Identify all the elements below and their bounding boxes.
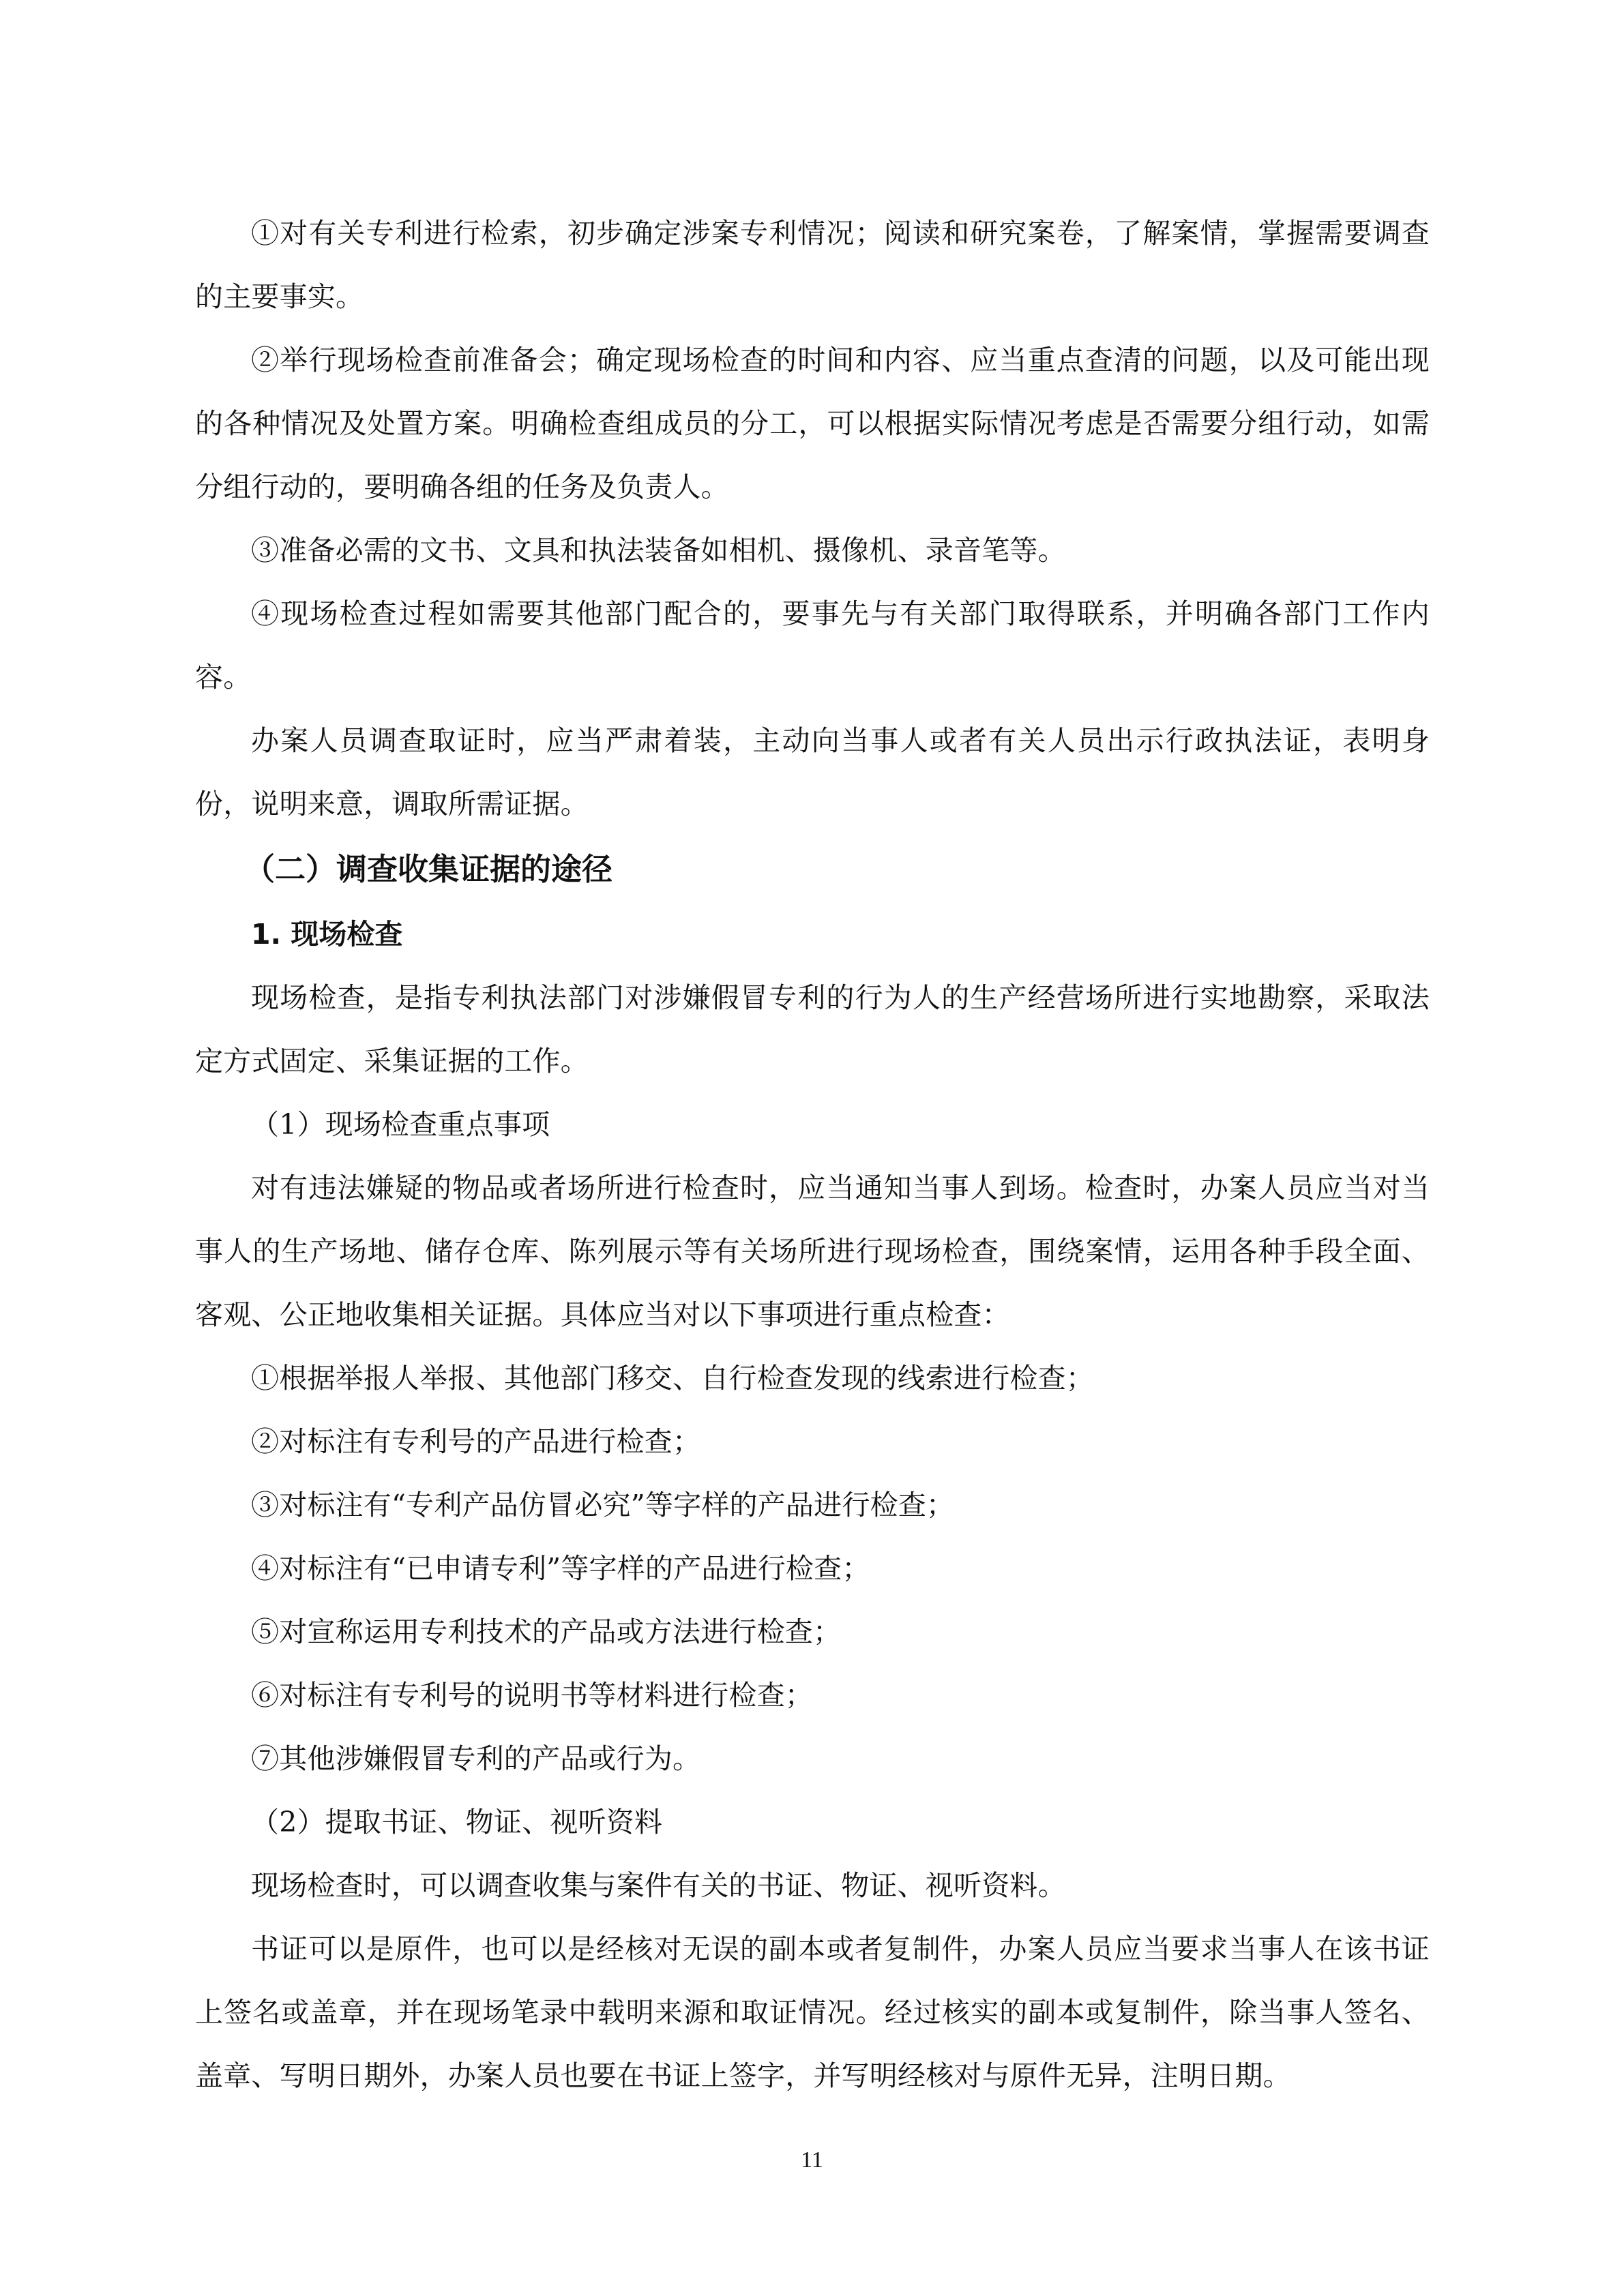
paragraph: ①对有关专利进行检索，初步确定涉案专利情况；阅读和研究案卷，了解案情，掌握需要调查的主要事实。: [195, 217, 1430, 313]
paragraph: （2）提取书证、物证、视听资料: [251, 1806, 663, 1838]
paragraph: ⑦其他涉嫌假冒专利的产品或行为。: [251, 1742, 701, 1775]
paragraph: ⑤对宣称运用专利技术的产品或方法进行检查；: [251, 1615, 842, 1648]
paragraph: ①根据举报人举报、其他部门移交、自行检查发现的线索进行检查；: [251, 1362, 1094, 1395]
paragraph: 办案人员调查取证时，应当严肃着装，主动向当事人或者有关人员出示行政执法证，表明身份，说明来意，调取所需证据。: [195, 724, 1430, 820]
paragraph: 书证可以是原件，也可以是经核对无误的副本或者复制件，办案人员应当要求当事人在该书证上签名或盖章，并在现场笔录中载明来源和取证情况。经过核实的副本或复制件，除当事人签名、盖章、写明日期外，办案人员也要在书证上签字，并写明经核对与原件无异，注明日期。: [195, 1933, 1430, 2092]
section-heading: （二）调查收集证据的途径: [244, 851, 613, 887]
paragraph: 现场检查，是指专利执法部门对涉嫌假冒专利的行为人的生产经营场所进行实地勘察，采取法定方式固定、采集证据的工作。: [195, 981, 1430, 1077]
paragraph: 现场检查时，可以调查收集与案件有关的书证、物证、视听资料。: [251, 1869, 1066, 1902]
paragraph: ③对标注有“专利产品仿冒必究”等字样的产品进行检查；: [251, 1489, 955, 1521]
paragraph: ④对标注有“已申请专利”等字样的产品进行检查；: [251, 1552, 870, 1585]
paragraph: ②举行现场检查前准备会；确定现场检查的时间和内容、应当重点查清的问题，以及可能出现的各种情况及处置方案。明确检查组成员的分工，可以根据实际情况考虑是否需要分组行动，如需分组行动的，要明确各组的任务及负责人。: [195, 344, 1430, 503]
paragraph: ④现场检查过程如需要其他部门配合的，要事先与有关部门取得联系，并明确各部门工作内容。: [195, 597, 1430, 694]
paragraph: ⑥对标注有专利号的说明书等材料进行检查；: [251, 1679, 813, 1712]
paragraph: 对有违法嫌疑的物品或者场所进行检查时，应当通知当事人到场。检查时，办案人员应当对当事人的生产场地、储存仓库、陈列展示等有关场所进行现场检查，围绕案情，运用各种手段全面、客观、公正地收集相关证据。具体应当对以下事项进行重点检查：: [195, 1172, 1430, 1331]
paragraph: ②对标注有专利号的产品进行检查；: [251, 1425, 701, 1458]
paragraph: （1）现场检查重点事项: [251, 1108, 550, 1141]
paragraph: ③准备必需的文书、文具和执法装备如相机、摄像机、录音笔等。: [251, 534, 1066, 567]
page-number: 11: [801, 2147, 823, 2173]
subsection-heading: 1. 现场检查: [251, 918, 403, 951]
document-body: [195, 202, 1430, 2108]
